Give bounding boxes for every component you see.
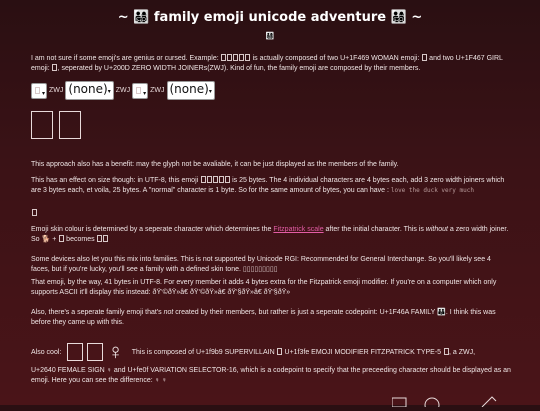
bytes-paragraph: That emoji, by the way, 41 bytes in UTF-8. For every member it adds 4 bytes extra for the Fitzpatrick emoji modifier. If you're on a computer which only supports ASCII it'll display this instead: ðŸ‘©ðŸ»â€ ðŸ‘©ðŸ»â€ ðŸ‘§ðŸ»â€ ðŸ‘§ðŸ»: [31, 279, 497, 296]
size-paragraph: This has an effect on size though: in UTF-8, this emoji is 25 bytes. The 4 individual characters are 4 bytes each, add 3 zero width joiners which are 3 bytes each, et voila, 25 bytes. A "normal" character is 1 byte. So for the same amount of bytes, you can have : love the duck very much: [31, 177, 505, 194]
page-title: ~ 👨‍👩‍👧‍👦 family emoji unicode adventure 👨‍👩‍👧‍👦 ~: [117, 10, 423, 25]
fitzpatrick-link[interactable]: Fitzpatrick scale: [273, 226, 324, 233]
tofu-icon: [136, 87, 141, 94]
skin-paragraph: Emoji skin colour is determined by a seperate character which determines the Fitzpatrick scale after the initial character. This is without a zero width joiner. So 🐕 + becomes: [31, 226, 509, 243]
dog-icon: 🐕: [41, 236, 51, 243]
family-icon: 👪: [437, 309, 446, 316]
person-icon: [31, 111, 53, 139]
footer-decorations: [392, 395, 512, 407]
supervillain-icon: [67, 343, 83, 361]
decorative-shapes-icon: [392, 395, 512, 407]
benefit-paragraph: This approach also has a benefit: may the glyph not be avaliable, it can be just displayed as the members of the family.: [31, 161, 399, 168]
chevron-down-icon: ▾: [107, 88, 111, 95]
chevron-down-icon: ▾: [208, 88, 212, 95]
member1-select[interactable]: [31, 83, 47, 99]
chevron-down-icon: ▾: [41, 89, 45, 97]
skin-tone-icon: [87, 343, 103, 361]
woman-icon: [422, 54, 427, 61]
tofu-line: [31, 209, 511, 219]
intro-paragraph: I am not sure if some emoji's are genius or cursed. Example: is actually composed of two U+1F469 WOMAN emoji: and two U+1F467 GIRL emoji: , seperated by U+200D ZERO WIDTH JOINERs(ZWJ). Kind of fun, the family emoji are composed by their members.: [31, 55, 503, 72]
cool-paragraph-2: U+2640 FEMALE SIGN ♀ and U+fe0f VARIATION SELECTOR-16, which is a codepoint to specify that the preceeding character should be displayed as an emoji. Here you can see the difference: ♀ ♀: [31, 367, 511, 384]
person-icon: [59, 111, 81, 139]
chevron-down-icon: ▾: [143, 89, 147, 97]
devices-paragraph: Some devices also let you this mix into families. This is not supported by Unicode RGI: Recommended for General Interchange. So you'll likely see 4 faces, but if you're lucky, you'll see a family with a defined skin tone. ▯▯▯▯▯▯▯▯▯: [31, 256, 491, 273]
family-builder: ▾ ZWJ (none)▾ ZWJ ▾ ZWJ (none)▾: [31, 81, 511, 100]
girl-icon: [52, 64, 57, 71]
member4-select[interactable]: (none)▾: [167, 81, 215, 100]
member2-select[interactable]: (none)▾: [65, 81, 113, 100]
page-subtitle: 👨‍👩‍👧‍👦: [265, 33, 275, 40]
family-result: [31, 111, 87, 143]
tofu-icon: [35, 87, 40, 94]
family-paragraph: Also, there's a seperate family emoji that's not created by their members, but rather is just a seperate codepoint: U+1F46A FAMILY 👪. I think this was before they came up with this.: [31, 309, 496, 326]
member3-select[interactable]: [132, 83, 148, 99]
cool-paragraph: Also cool: ♀ This is composed of U+1f9b9 SUPERVILLAIN U+1f3fe EMOJI MODIFIER FITZPATRICK TYPE-5 , a ZWJ,: [31, 339, 476, 364]
female-sign-icon: ♀: [107, 339, 124, 364]
